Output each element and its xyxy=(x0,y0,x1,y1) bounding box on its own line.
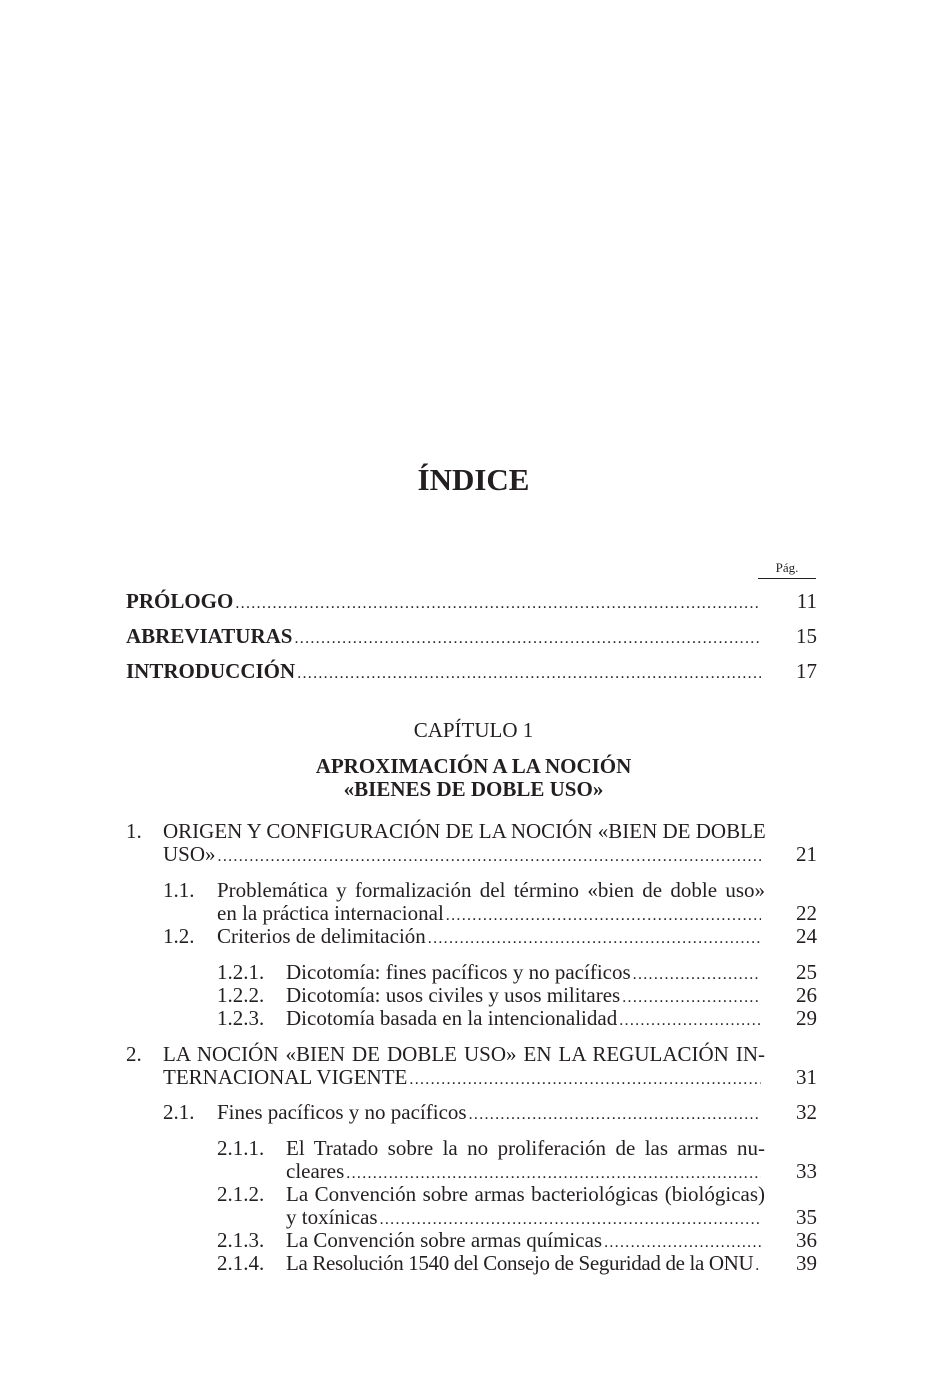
toc-entry-s1[interactable] xyxy=(163,843,761,866)
dot-leader xyxy=(409,1068,761,1091)
toc-entry-label: ABREVIATURAS xyxy=(126,624,293,648)
page-title: ÍNDICE xyxy=(417,462,530,497)
toc-entry-label: La Resolución 1540 del Consejo de Seguridad de la ONU xyxy=(286,1251,754,1275)
toc-page-number: 25 xyxy=(796,960,817,984)
toc-entry-s2-1[interactable] xyxy=(217,1101,761,1124)
section-number: 1.1. xyxy=(163,878,195,902)
toc-entry-label: cleares xyxy=(286,1159,345,1183)
toc-entry-s1-2[interactable] xyxy=(217,925,761,948)
toc-page-number: 22 xyxy=(796,901,817,925)
toc-entry-s1-2-3[interactable] xyxy=(286,1007,761,1030)
section-title-line1[interactable]: ORIGEN Y CONFIGURACIÓN DE LA NOCIÓN «BIEN DE DOBLE xyxy=(163,819,766,843)
toc-entry-label: PRÓLOGO xyxy=(126,589,234,613)
toc-entry-s2-1-1[interactable] xyxy=(286,1160,761,1183)
toc-entry-s2-1-3[interactable] xyxy=(286,1229,761,1252)
dot-leader xyxy=(446,904,761,927)
toc-entry-s1-2-2[interactable] xyxy=(286,984,761,1007)
toc-page-number: 21 xyxy=(796,842,817,866)
toc-page-number: 39 xyxy=(796,1251,817,1275)
toc-page-number: 15 xyxy=(796,624,817,648)
toc-entry-label: Dicotomía: fines pacíficos y no pacíficos xyxy=(286,960,631,984)
dot-leader xyxy=(622,986,761,1009)
section-title-line1[interactable]: Problemática y formalización del término «bien de doble uso» xyxy=(217,878,765,902)
section-number: 1.2.3. xyxy=(217,1006,265,1030)
toc-entry-label: USO» xyxy=(163,842,216,866)
section-title-line1[interactable]: La Convención sobre armas bacteriológicas (biológicas) xyxy=(286,1182,765,1206)
section-number: 2.1.2. xyxy=(217,1182,265,1206)
toc-page-number: 26 xyxy=(796,983,817,1007)
toc-entry-s1-1[interactable] xyxy=(217,902,761,925)
toc-page-number: 36 xyxy=(796,1228,817,1252)
toc-entry-s2-1-2[interactable] xyxy=(286,1206,761,1229)
toc-page-number: 31 xyxy=(796,1065,817,1089)
toc-entry-introduccion[interactable] xyxy=(126,660,761,683)
section-title-line1[interactable]: LA NOCIÓN «BIEN DE DOBLE USO» EN LA REGULACIÓN IN- xyxy=(163,1042,765,1066)
dot-leader xyxy=(619,1009,761,1032)
toc-page-number: 33 xyxy=(796,1159,817,1183)
dot-leader xyxy=(469,1103,761,1126)
toc-entry-abreviaturas[interactable] xyxy=(126,625,761,648)
toc-entry-label: Dicotomía: usos civiles y usos militares xyxy=(286,983,621,1007)
section-title-line1[interactable]: El Tratado sobre la no proliferación de las armas nu- xyxy=(286,1136,765,1160)
section-number: 1.2.1. xyxy=(217,960,265,984)
chapter-title-line2: «BIENES DE DOBLE USO» xyxy=(343,777,604,801)
section-number: 1.2.2. xyxy=(217,983,265,1007)
toc-entry-label: TERNACIONAL VIGENTE xyxy=(163,1065,408,1089)
toc-entry-label: INTRODUCCIÓN xyxy=(126,659,296,683)
toc-page-number: 11 xyxy=(796,589,817,613)
toc-page-number: 17 xyxy=(796,659,817,683)
dot-leader xyxy=(633,963,761,986)
toc-page-number: 35 xyxy=(796,1205,817,1229)
dot-leader xyxy=(428,927,761,950)
section-number: 1. xyxy=(126,819,142,843)
toc-entry-s1-2-1[interactable] xyxy=(286,961,761,984)
section-number: 2.1.1. xyxy=(217,1136,265,1160)
toc-page-number: 24 xyxy=(796,924,817,948)
toc-entry-s2[interactable] xyxy=(163,1066,761,1089)
chapter-title-line1: APROXIMACIÓN A LA NOCIÓN xyxy=(315,754,632,778)
section-number: 2.1.3. xyxy=(217,1228,265,1252)
dot-leader xyxy=(294,627,761,650)
toc-entry-label: y toxínicas xyxy=(286,1205,378,1229)
page-column-label: Pág. xyxy=(758,560,816,579)
toc-entry-s2-1-4[interactable] xyxy=(286,1252,761,1275)
dot-leader xyxy=(218,845,761,868)
toc-page-number: 32 xyxy=(796,1100,817,1124)
dot-leader xyxy=(235,592,761,615)
dot-leader xyxy=(297,662,761,685)
toc-entry-label: Criterios de delimitación xyxy=(217,924,426,948)
section-number: 2.1. xyxy=(163,1100,195,1124)
chapter-label: CAPÍTULO 1 xyxy=(413,718,534,742)
toc-entry-label: en la práctica internacional xyxy=(217,901,444,925)
toc-entry-label: Fines pacíficos y no pacíficos xyxy=(217,1100,467,1124)
toc-entry-label: La Convención sobre armas químicas xyxy=(286,1228,603,1252)
section-number: 1.2. xyxy=(163,924,195,948)
toc-entry-prologo[interactable] xyxy=(126,590,761,613)
section-number: 2.1.4. xyxy=(217,1251,265,1275)
toc-page-number: 29 xyxy=(796,1006,817,1030)
section-number: 2. xyxy=(126,1042,142,1066)
toc-entry-label: Dicotomía basada en la intencionalidad xyxy=(286,1006,618,1030)
